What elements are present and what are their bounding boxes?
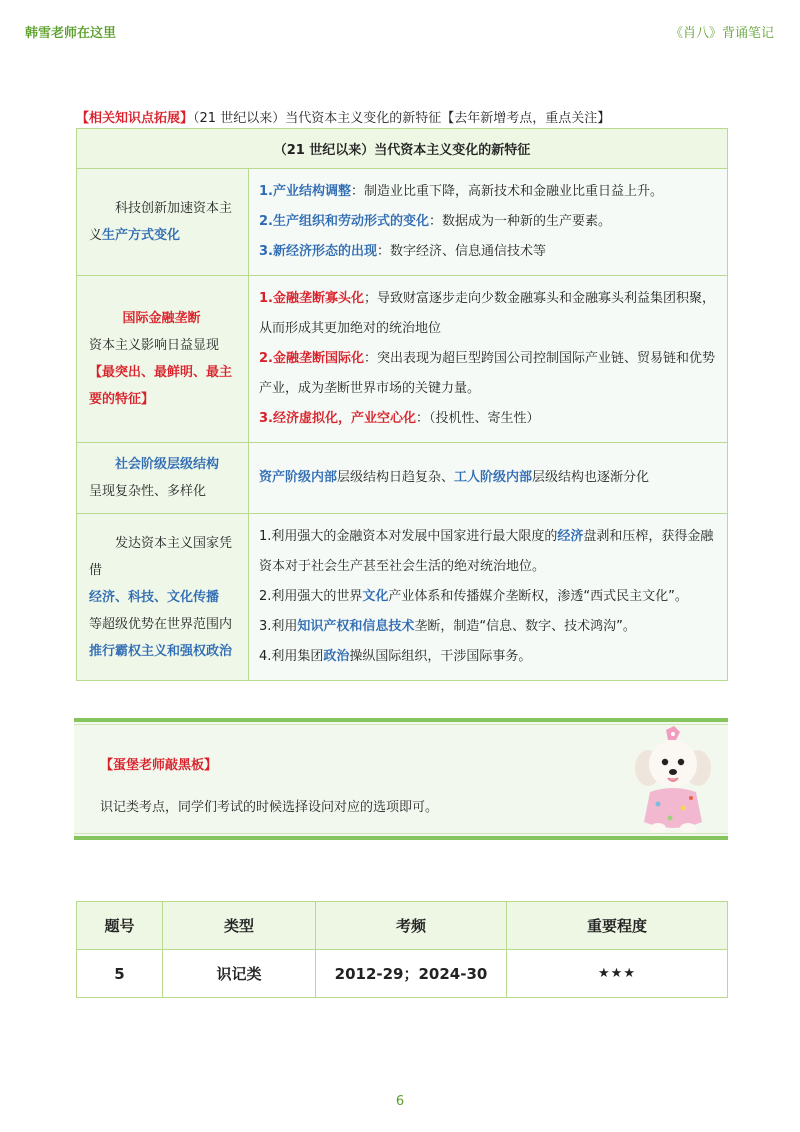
row3-category-text: 呈现复杂性、多样化 <box>89 484 207 499</box>
table-row <box>77 950 728 998</box>
list-item <box>259 344 717 404</box>
row2-category-text: 资本主义影响日益显现 <box>89 338 220 353</box>
row1-category <box>77 169 249 276</box>
row3-text-d: 层级结构也逐渐分化 <box>532 470 650 485</box>
item-title: 3.经济虚拟化，产业空心化 <box>259 411 416 426</box>
col-header-number: 题号 <box>77 902 163 950</box>
item-title: 1.金融垄断寡头化 <box>259 291 364 306</box>
row4-category <box>77 514 249 681</box>
table-row <box>77 276 728 443</box>
cell-type: 识记类 <box>163 950 316 998</box>
list-item <box>259 582 717 612</box>
item-text: 盘剥和压榨，获得金融资本对于社会生产甚至社会生活的绝对统治地位。 <box>259 529 714 574</box>
dog-mascot-icon <box>628 726 718 836</box>
row4-category-text-a: 发达资本主义国家凭借 <box>89 535 233 578</box>
row3-details <box>249 443 728 514</box>
table-row <box>77 514 728 681</box>
item-text: 4.利用集团 <box>259 649 324 664</box>
list-item <box>259 404 717 434</box>
row2-category <box>77 276 249 443</box>
table-row <box>77 169 728 276</box>
tip-text: 识记类考点，同学们考试的时候选择设问对应的选项即可。 <box>100 800 439 815</box>
list-item <box>259 612 717 642</box>
table-header-row <box>77 902 728 950</box>
section-tag: 【相关知识点拓展】 <box>76 111 194 126</box>
item-text: 1.利用强大的金融资本对发展中国家进行最大限度的 <box>259 529 558 544</box>
item-text: 3.利用 <box>259 619 298 634</box>
row2-details <box>249 276 728 443</box>
features-table-header: （21 世纪以来）当代资本主义变化的新特征 <box>77 129 728 169</box>
header-left-title: 韩雪老师在这里 <box>25 26 117 41</box>
row4-details <box>249 514 728 681</box>
list-item <box>259 237 717 267</box>
row3-text-b: 层级结构日趋复杂、 <box>337 470 455 485</box>
col-header-frequency: 考频 <box>316 902 507 950</box>
item-text: ：制造业比重下降，高新技术和金融业比重日益上升。 <box>350 184 663 199</box>
item-text: ：数据成为一种新的生产要素。 <box>428 214 611 229</box>
header-right-title: 《肖八》背诵笔记 <box>669 26 774 41</box>
item-highlight: 经济 <box>557 529 584 544</box>
teacher-tip-box <box>74 718 728 840</box>
row3-highlight-c: 工人阶级内部 <box>454 470 533 485</box>
row4-category-highlight-b: 经济、科技、文化传播 <box>89 589 220 605</box>
item-text: ：（投机性、寄生性） <box>415 411 540 426</box>
cell-importance-stars: ★★★ <box>507 950 728 998</box>
row3-category-title: 社会阶级层级结构 <box>115 457 220 472</box>
cell-number: 5 <box>77 950 163 998</box>
row4-category-highlight-d: 推行霸权主义和强权政治 <box>89 643 233 659</box>
item-text: 操纵国际组织，干涉国际事务。 <box>349 649 532 664</box>
row4-category-text-c: 等超级优势在世界范围内 <box>89 616 233 632</box>
row1-category-highlight: 生产方式变化 <box>102 228 181 243</box>
list-item <box>259 177 717 207</box>
item-highlight: 文化 <box>362 589 389 604</box>
item-highlight: 知识产权和信息技术 <box>297 619 415 634</box>
item-text: 产业体系和传播媒介垄断权，渗透“西式民主文化”。 <box>388 589 688 604</box>
item-highlight: 政治 <box>323 649 350 664</box>
item-text: 垄断，制造“信息、数字、技术鸿沟”。 <box>414 619 636 634</box>
item-title: 2.生产组织和劳动形式的变化 <box>259 214 429 229</box>
col-header-importance: 重要程度 <box>507 902 728 950</box>
list-item <box>259 207 717 237</box>
row2-category-title: 国际金融垄断 <box>122 311 201 326</box>
list-item <box>259 522 717 582</box>
tip-title: 【蛋堡老师敲黑板】 <box>100 758 218 773</box>
cell-frequency: 2012-29；2024-30 <box>316 950 507 998</box>
table-row <box>77 443 728 514</box>
exam-frequency-table <box>76 901 728 998</box>
item-text: ；导致财富逐步走向少数金融寡头和金融寡头利益集团积聚，从而形成其更加绝对的统治地位 <box>259 291 715 336</box>
item-title: 3.新经济形态的出现 <box>259 244 377 259</box>
section-desc: （21 世纪以来）当代资本主义变化的新特征【去年新增考点，重点关注】 <box>193 111 611 126</box>
section-title <box>76 107 610 126</box>
list-item <box>259 642 717 672</box>
item-text: ：数字经济、信息通信技术等 <box>376 244 546 259</box>
item-title: 1.产业结构调整 <box>259 184 351 199</box>
row2-category-note: 【最突出、最鲜明、最主要的特征】 <box>89 365 233 407</box>
item-title: 2.金融垄断国际化 <box>259 351 364 366</box>
row3-category <box>77 443 249 514</box>
item-text: 2.利用强大的世界 <box>259 589 363 604</box>
row3-highlight-a: 资产阶级内部 <box>259 470 338 485</box>
item-text: ：突出表现为超巨型跨国公司控制国际产业链、贸易链和优势产业，成为垄断世界市场的关键力量。 <box>259 351 715 396</box>
page-number: 6 <box>395 1094 405 1109</box>
row1-details <box>249 169 728 276</box>
col-header-type: 类型 <box>163 902 316 950</box>
list-item <box>259 284 717 344</box>
features-table <box>76 128 728 681</box>
row1-category-text: 科技创新加速资本主义 <box>89 201 233 243</box>
